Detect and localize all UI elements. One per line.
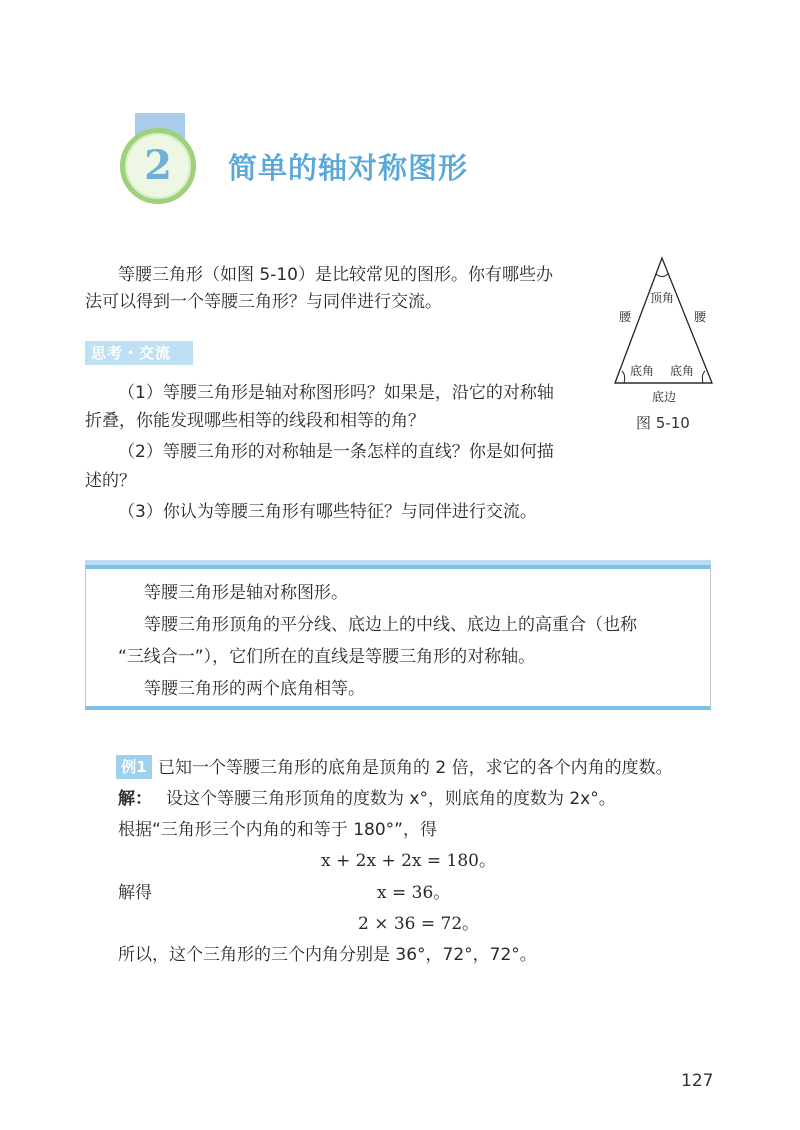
solution-line-1: 设这个等腰三角形顶角的度数为 x°，则底角的度数为 2x°。 [166,789,616,809]
page-number: 127 [681,1071,714,1091]
intro-line-1: 等腰三角形（如图 5-10）是比较常见的图形。你有哪些办 [118,265,553,285]
solve-label: 解得 [118,883,152,903]
solution-label: 解： [118,789,152,809]
conclusion-line-3: “三线合一”），它们所在的直线是等腰三角形的对称轴。 [118,647,536,667]
question-2-line-2: 述的？ [85,471,136,491]
think-discuss-tag: 思考・交流 [85,341,193,365]
conclusion-line-1: 等腰三角形是轴对称图形。 [144,583,348,603]
base-angle-left-label: 底角 [630,364,655,378]
leg-right-label: 腰 [694,310,707,324]
example-problem: 已知一个等腰三角形的底角是顶角的 2 倍，求它的各个内角的度数。 [158,758,673,778]
intro-line-2: 法可以得到一个等腰三角形？与同伴进行交流。 [85,292,442,312]
isosceles-triangle-figure [610,255,720,405]
leg-left-label: 腰 [619,310,632,324]
equation-1: x + 2x + 2x = 180。 [321,851,496,871]
question-1-line-2: 折叠，你能发现哪些相等的线段和相等的角？ [85,411,425,431]
conclusion-line-4: 等腰三角形的两个底角相等。 [144,679,365,699]
equation-2: x = 36。 [377,883,451,903]
question-2-line-1: （2）等腰三角形的对称轴是一条怎样的直线？你是如何描 [118,442,554,462]
example-tag: 例1 [116,755,152,779]
question-3: （3）你认为等腰三角形有哪些特征？与同伴进行交流。 [118,502,537,522]
section-number: 2 [144,142,172,189]
base-angle-right-label: 底角 [670,364,695,378]
apex-angle-label: 顶角 [649,291,675,305]
figure-caption: 图 5-10 [636,414,690,432]
example-conclusion: 所以，这个三角形的三个内角分别是 36°，72°，72°。 [118,945,537,965]
equation-3: 2 × 36 = 72。 [358,914,480,934]
section-title: 简单的轴对称图形 [228,151,469,185]
question-1-line-1: （1）等腰三角形是轴对称图形吗？如果是，沿它的对称轴 [118,383,554,403]
base-label: 底边 [651,390,677,404]
solution-line-2: 根据“三角形三个内角的和等于 180°”，得 [118,820,437,840]
conclusion-line-2: 等腰三角形顶角的平分线、底边上的中线、底边上的高重合（也称 [144,615,637,635]
